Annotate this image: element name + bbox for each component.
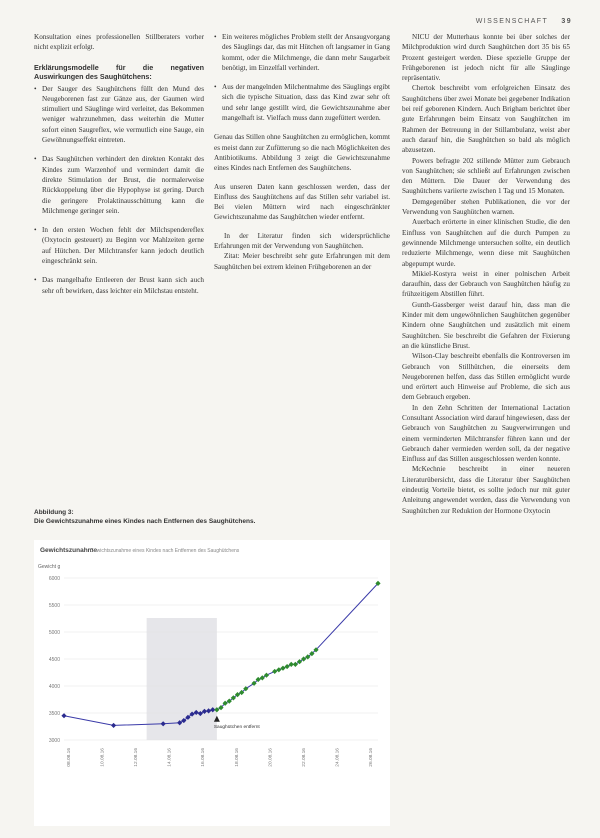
paragraph: Chertok beschreibt vom erfolgreichen Einsatz des Saughütchens über zwei Monate bei gegebener Indikation bei reif geborenen Kindern. Auch Brigham berichtet über gute Erfahrungen beim Einsatz von Saughütchen im Rahmen der Betreuung in der Stillambulanz, weist aber auch darauf hin, die Saughütchen so bald als möglich abzusetzen. [402,84,570,155]
y-tick-label: 5500 [48,603,60,609]
bullet-item: • Das Saughütchen verhindert den direkten Kontakt des Kindes zum Warzenhof und vermindert damit die direkte Stimulation der Brust, die normalerweise Rückkoppelung über die Hypophyse ist gering. Durch die geringere Prolaktinausschüttung kann die Milchmenge geringer sein. [34,154,204,216]
annotation-label: Saughütchen entfernt [213,724,260,730]
x-tick-label: 20.08.16 [268,748,274,767]
data-point-after [293,662,298,667]
y-tick-label: 4500 [48,657,60,663]
x-tick-label: 12.08.16 [134,748,140,767]
paragraph: Powers befragte 202 stillende Mütter zum Gebrauch von Saughütchen; sie schließt auf Erfahrungen zwischen den Müttern. Die Dauer der Verwendung des Saughütchens variierte zwischen 1 Tag und 15 Monaten. [402,156,570,196]
bullet-item: • Aus der mangelnden Milchentnahme des Säuglings ergibt sich die typische Situation, dass das Kind zwar sehr oft und sehr lange gestillt wird, die Gewichtszunahme aber mangelhaft ist. Vielfach muss dann zugefüttert werden. [214,82,390,123]
x-tick-label: 22.08.16 [301,748,307,767]
x-tick-label: 16.08.16 [201,748,207,767]
paragraph: Aus unseren Daten kann geschlossen werden, dass der Einfluss des Saughütchens auf das Stillen sehr variabel ist. Bei vielen Müttern wird nach eingeschränkter Gewichtszunahme das Saughütchen wieder entfernt. [214,182,390,222]
bullet-item: • In den ersten Wochen fehlt der Milchspendereflex (Oxytocin gesteuert) zu Beginn vor Mahlzeiten gerne auf Hütchen. Der Milchtransfer kann jedoch deutlich eingeschränkt sein. [34,225,204,266]
y-tick-label: 5000 [48,630,60,636]
x-tick-label: 24.08.16 [335,748,341,767]
text-column-2 [214,32,390,272]
bullet-item: • Der Sauger des Saughütchens füllt den Mund des Neugeborenen fast zur Gänze aus, der Gaumen wird stimuliert und Säuglinge wird verleitet, das Bekommen weniger wahrzunehmen, dass weiterhin die Mutter sofort einen Saugreflex, wie vermutlich eine Sauge, ein Gewöhnungseffekt eintreten. [34,84,204,146]
x-tick-label: 14.08.16 [167,748,173,767]
data-point-before [111,723,116,728]
paragraph: McKechnie beschreibt in einer neueren Literaturübersicht, dass die Literatur über Saughütchen eindeutig Vorteile bietet, es sollte jedoch nur mit guter Anleitung angewendet werden, dass die Verwendung von Saughütchen zur Reduktion der Hormone Oxytocin [402,465,570,515]
page-number: 39 [561,18,572,25]
bullet-item: • Das mangelhafte Entleeren der Brust kann sich auch sehr oft bewirken, dass leichter ein Milchstau entsteht. [34,275,204,296]
paragraph: Demgegenüber stehen Publikationen, die vor der Verwendung von Saughütchen warnen. [402,197,570,217]
chart-svg [34,540,390,826]
y-tick-label: 6000 [48,576,60,582]
y-tick-label: 3500 [48,711,60,717]
y-axis-label: Gewicht g [38,564,61,570]
chart-subtitle: Gewichtszunahme eines Kindes nach Entfernen des Saughütchens [90,548,240,554]
paragraph: Genau das Stillen ohne Saughütchen zu ermöglichen, kommt es meist dann zur Zufütterung so die nach Möglichkeiten des Antibiotikums. Abbildung 3 zeigt die Gewichtszunahme eines Kindes nach Entfernen des Saughütchens. [214,133,390,173]
paragraph: In der Literatur finden sich widersprüchliche Erfahrungen mit der Verwendung von Saughütchen. [214,231,390,251]
figure-number: Abbildung 3: [34,509,74,516]
paragraph: Wilson-Clay beschreibt ebenfalls die Kontroversen im Gebrauch von Stillhütchen, die einerseits dem Neugeborenen helfen, dass das Stillen ermöglicht wurde und erörtert auch Hinweise auf Probleme, die sich aus dem Gebrauch ergeben. [402,352,570,402]
intro-paragraph: Konsultation eines professionellen Stillberaters vorher nicht explizit erfolgt. [34,33,204,52]
paragraph: Zitat: Meier beschreibt sehr gute Erfahrungen mit dem Saughütchen bei extrem kleinen Frühgeborenen an der [214,252,390,271]
section-title: WISSENSCHAFT [475,18,549,25]
figure-caption-text: Die Gewichtszunahme eines Kindes nach Entfernen des Saughütchens. [34,518,256,525]
data-point-after [301,656,306,661]
data-point-before [61,713,66,718]
bullet-item: • Ein weiteres mögliches Problem stellt der Ansaugvorgang des Säuglings dar, das mit Hütchen oft langsamer in Gang kommt, oder die Milchmenge, die dann mehr Saugarbeit benötigt, im Einzelfall verhindert. [214,32,390,73]
paragraph: NICU der Mutterhaus konnte bei über solches der Milchproduktion wird durch Saughütchen dort 35 bis 65 Prozent gesteigert werden. Diese spezielle Gruppe der Frühgeborenen ist jedoch nicht für alle Säuglinge repräsentativ. [402,33,570,83]
paragraph: Gunth-Gassberger weist darauf hin, dass man die Kinder mit dem ungewöhnlichen Saughütchen gegenüber Kindern ohne Saughütchen und zusätzlich mit einem Saughütchen. Sie beschreibt die Gefahren der Fixierung an die künstliche Brust. [402,300,570,350]
data-point-after [297,659,302,664]
x-tick-label: 08.08.16 [67,748,72,767]
data-point-after [264,673,269,678]
weight-chart [34,540,390,826]
paragraph: Auerbach erörterte in einer klinischen Studie, die den Einfluss von Saughütchen auf die durch Pumpen zu gewinnende Milchmenge untersuchen sollte, ein deutlich reduzierte Milchmenge, wenn diese mit Saughütchen abgepumpt wurde. [402,218,570,268]
text-column-3 [402,32,570,516]
chart-title: Gewichtszunahme [40,547,98,554]
paragraph: In den Zehn Schritten der International Lactation Consultant Association wird darauf hingewiesen, dass der Gebrauch von Saughütchen zu Saugverwirrungen und einem verminderten Milchtransfer führen kann und der Gebrauch daher vermieden werden soll, da der negative Einfluss auf das Stillen ausgeschlossen werden konnte. [402,403,570,464]
text-column-1 [34,32,204,305]
x-tick-label: 18.08.16 [234,748,240,767]
y-tick-label: 3000 [48,738,60,744]
running-header [476,18,572,25]
x-tick-label: 10.08.16 [100,748,106,767]
paragraph: Mikiel-Kostyra weist in einer polnischen Arbeit daraufhin, dass der Gebrauch von Saughütchen häufig zu frühzeitigem Abstillen führt. [402,269,570,299]
x-tick-label: 26.08.16 [369,748,374,767]
section-heading: Erklärungsmodelle für die negativen Auswirkungen des Saughütchens: [34,62,204,82]
y-tick-label: 4000 [48,684,60,690]
figure-caption [34,508,394,526]
